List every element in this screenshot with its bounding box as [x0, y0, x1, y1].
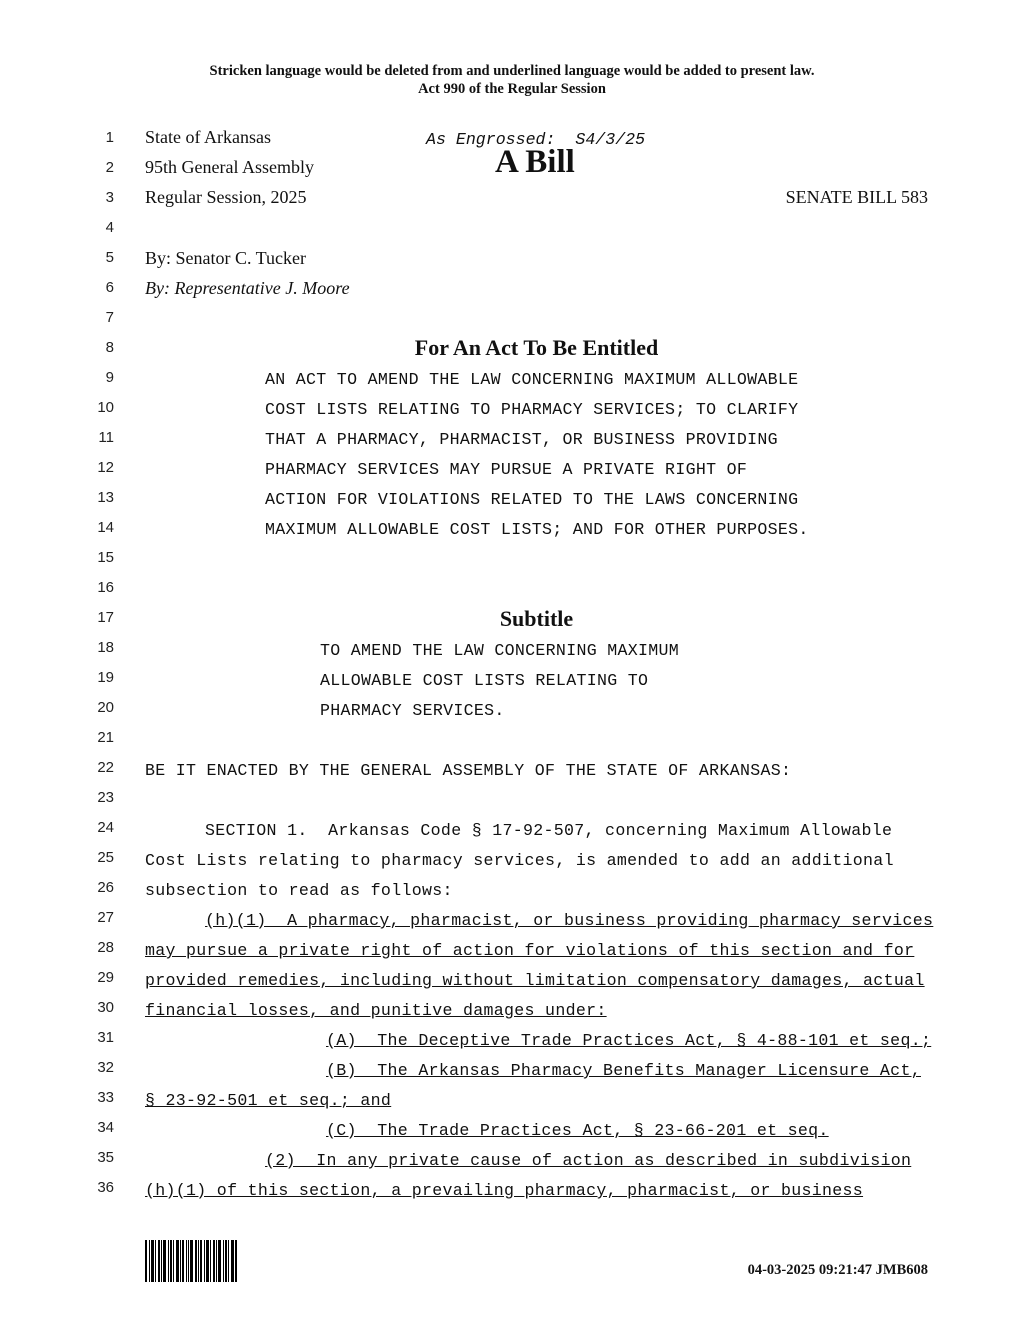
line-number: 35 [97, 1149, 114, 1166]
line-number: 33 [97, 1089, 114, 1106]
line-number: 25 [97, 849, 114, 866]
line-number: 19 [97, 669, 114, 686]
line-number: 26 [97, 879, 114, 896]
line-number: 24 [97, 819, 114, 836]
line-number: 5 [105, 249, 114, 266]
house-sponsor: By: Representative J. Moore [145, 278, 350, 298]
line-number: 13 [97, 489, 114, 506]
line-number: 15 [97, 549, 114, 566]
added-text: (C) The Trade Practices Act, § 23-66-201 et seq. [326, 1121, 829, 1140]
line-number: 31 [97, 1029, 114, 1046]
subtitle-line: ALLOWABLE COST LISTS RELATING TO [320, 671, 649, 690]
state-name: State of Arkansas [145, 127, 271, 147]
line-number: 23 [97, 789, 114, 806]
subtitle-line: TO AMEND THE LAW CONCERNING MAXIMUM [320, 641, 680, 660]
barcode-icon [145, 1240, 275, 1282]
line-number: 4 [105, 219, 114, 236]
line-number: 16 [97, 579, 114, 596]
line-number: 12 [97, 459, 114, 476]
page-header [0, 62, 1024, 98]
line-number: 28 [97, 939, 114, 956]
line-number: 17 [97, 609, 114, 626]
added-text: (B) The Arkansas Pharmacy Benefits Manager Licensure Act, [326, 1061, 921, 1080]
line-number: 8 [105, 339, 114, 356]
engrossed-date: As Engrossed: S4/3/25 [426, 130, 646, 149]
subtitle-line: PHARMACY SERVICES. [320, 701, 505, 720]
section-text: SECTION 1. Arkansas Code § 17-92-507, concerning Maximum Allowable [205, 821, 893, 840]
added-text: may pursue a private right of action for violations of this section and for [145, 941, 915, 960]
entitled-line: AN ACT TO AMEND THE LAW CONCERNING MAXIMUM ALLOWABLE [265, 370, 799, 389]
header-notice: Stricken language would be deleted from and underlined language would be added to present law. [209, 63, 815, 79]
subtitle-heading: Subtitle [499, 606, 574, 631]
line-number: 6 [105, 279, 114, 296]
added-text: (h)(1) A pharmacy, pharmacist, or business providing pharmacy services [205, 911, 934, 930]
added-text: provided remedies, including without limitation compensatory damages, actual [145, 971, 925, 990]
line-number: 9 [105, 369, 114, 386]
added-text: (A) The Deceptive Trade Practices Act, § 4-88-101 et seq.; [326, 1031, 932, 1050]
bill-title: A Bill [495, 144, 575, 180]
section-text: subsection to read as follows: [145, 881, 453, 900]
line-number: 1 [105, 129, 114, 146]
line-number: 27 [97, 909, 114, 926]
entitled-heading: For An Act To Be Entitled [414, 335, 659, 360]
line-number: 34 [97, 1119, 114, 1136]
added-text: (h)(1) of this section, a prevailing pharmacy, pharmacist, or business [145, 1181, 864, 1200]
line-number: 14 [97, 519, 114, 536]
line-number: 18 [97, 639, 114, 656]
line-number: 7 [105, 309, 114, 326]
section-text: Cost Lists relating to pharmacy services, is amended to add an additional [145, 851, 894, 870]
line-number: 32 [97, 1059, 114, 1076]
bill-number: SENATE BILL 583 [785, 187, 928, 207]
senate-sponsor: By: Senator C. Tucker [145, 248, 307, 268]
line-number: 30 [97, 999, 114, 1016]
header-act: Act 990 of the Regular Session [418, 81, 606, 97]
general-assembly: 95th General Assembly [145, 157, 314, 177]
entitled-line: ACTION FOR VIOLATIONS RELATED TO THE LAWS CONCERNING [265, 490, 799, 509]
enacting-clause: BE IT ENACTED BY THE GENERAL ASSEMBLY OF THE STATE OF ARKANSAS: [145, 761, 792, 780]
line-number: 36 [97, 1179, 114, 1196]
line-number: 3 [105, 189, 114, 206]
entitled-line: PHARMACY SERVICES MAY PURSUE A PRIVATE RIGHT OF [265, 460, 748, 479]
line-number: 22 [97, 759, 114, 776]
line-number: 11 [98, 429, 114, 446]
entitled-line: THAT A PHARMACY, PHARMACIST, OR BUSINESS PROVIDING [265, 430, 778, 449]
entitled-line: COST LISTS RELATING TO PHARMACY SERVICES; TO CLARIFY [265, 400, 799, 419]
added-text: (2) In any private cause of action as described in subdivision [265, 1151, 912, 1170]
document-id: 04-03-2025 09:21:47 JMB608 [747, 1262, 928, 1278]
line-number: 2 [105, 159, 114, 176]
line-number: 29 [97, 969, 114, 986]
line-number: 10 [97, 399, 114, 416]
session: Regular Session, 2025 [145, 187, 307, 207]
added-text: financial losses, and punitive damages under: [145, 1001, 607, 1020]
line-number: 20 [97, 699, 114, 716]
added-text: § 23-92-501 et seq.; and [145, 1091, 392, 1110]
entitled-line: MAXIMUM ALLOWABLE COST LISTS; AND FOR OTHER PURPOSES. [265, 520, 809, 539]
line-number: 21 [97, 729, 114, 746]
